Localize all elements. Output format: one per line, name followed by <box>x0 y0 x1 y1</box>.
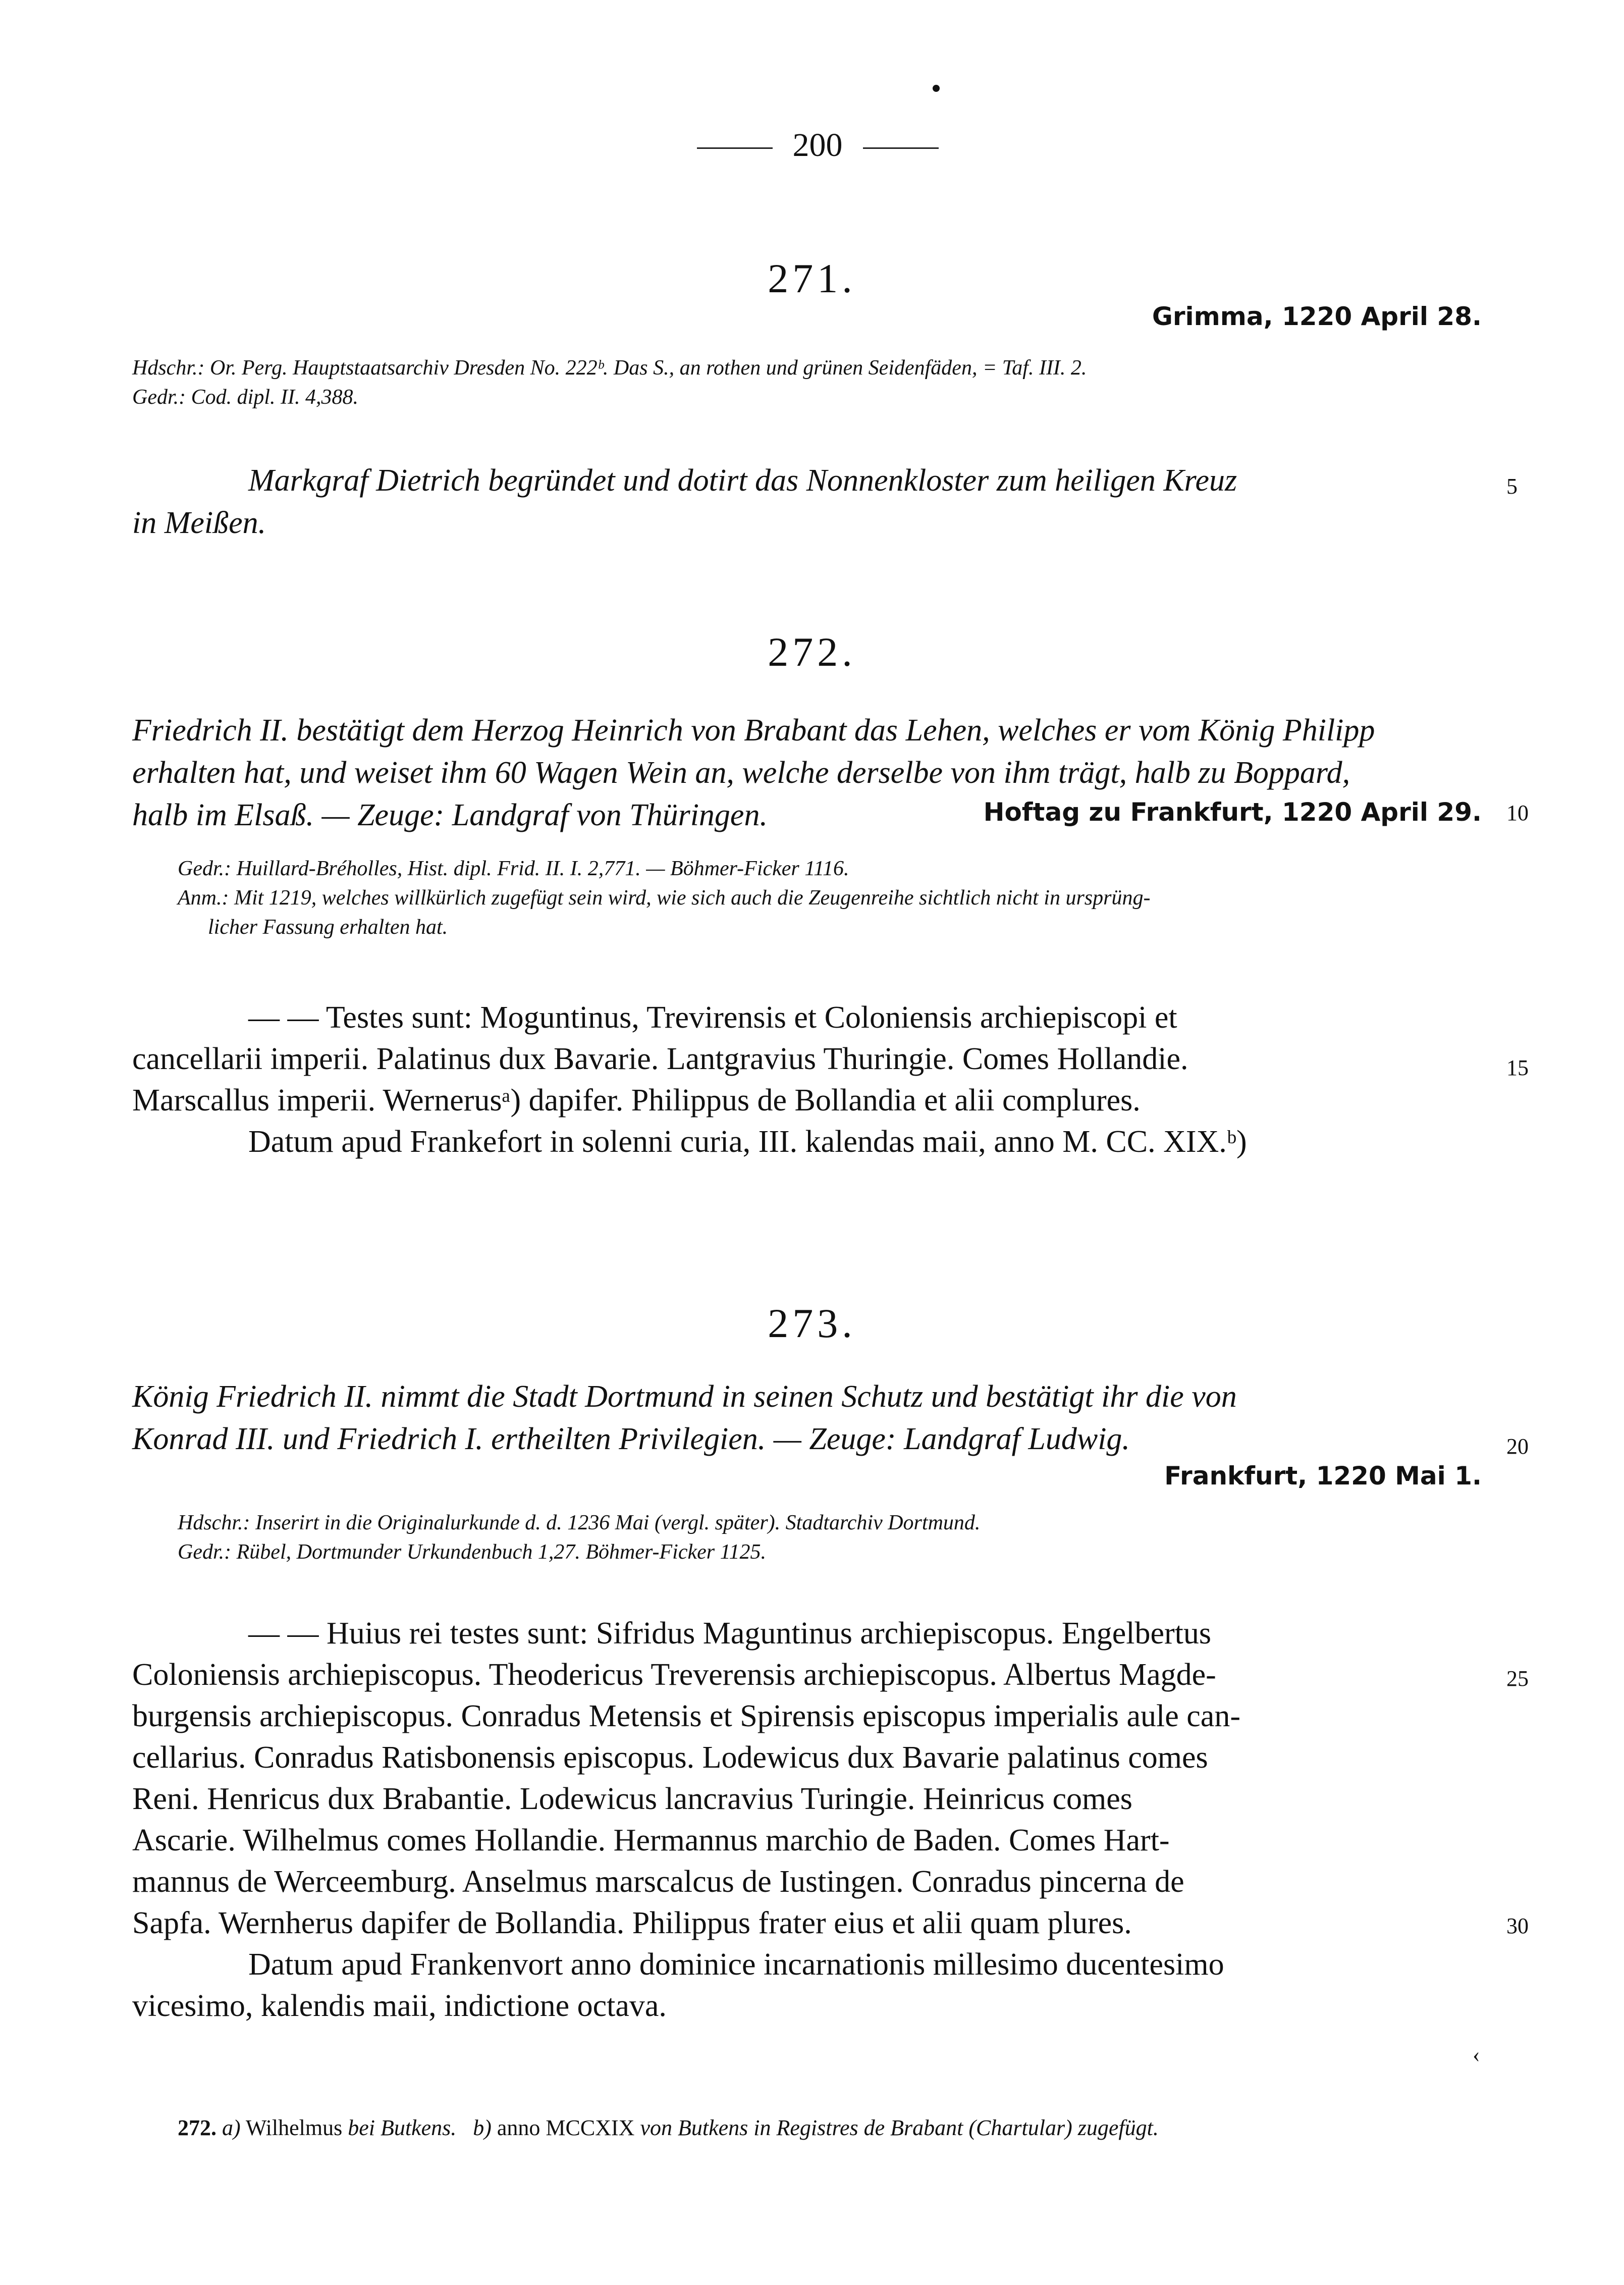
footnote-b-mark: b) <box>473 2115 492 2140</box>
doc-273-text <box>132 1613 1495 2027</box>
text-line: Reni. Henricus dux Brabantie. Lodewicus lancravius Turingie. Heinricus comes <box>132 1782 1132 1816</box>
regest-line: Konrad III. und Friedrich I. ertheilten Privilegien. — Zeuge: Landgraf Ludwig. <box>132 1422 1130 1456</box>
text-line: Ascarie. Wilhelmus comes Hollandie. Hermannus marchio de Baden. Comes Hart- <box>132 1823 1170 1857</box>
regest-line: erhalten hat, und weiset ihm 60 Wagen Wein an, welche derselbe von ihm trägt, halb zu Boppard, <box>132 756 1350 790</box>
regest-line: in Meißen. <box>132 506 266 540</box>
doc-272-sources <box>178 854 1490 942</box>
doc-271-number: 271. <box>768 255 856 301</box>
doc-271-dateline: Grimma, 1220 April 28. <box>1152 302 1482 331</box>
source-line: Gedr.: Rübel, Dortmunder Urkundenbuch 1,27. Böhmer-Ficker 1125. <box>178 1540 766 1564</box>
text-line: mannus de Werceemburg. Anselmus marscalcus de Iustingen. Conradus pincerna de <box>132 1865 1184 1899</box>
stray-mark: ‹ <box>1473 2042 1480 2067</box>
text-line: — — Testes sunt: Moguntinus, Trevirensis et Coloniensis archiepiscopi et <box>248 1000 1177 1035</box>
footnote-b-word: anno MCCXIX <box>497 2115 635 2140</box>
line-number-5: 5 <box>1506 474 1518 499</box>
line-number-10: 10 <box>1506 801 1529 825</box>
footnote-a-word: Wilhelmus <box>245 2115 343 2140</box>
source-line: licher Fassung erhalten hat. <box>208 916 448 939</box>
source-line: Gedr.: Huillard-Bréholles, Hist. dipl. Frid. II. I. 2,771. — Böhmer-Ficker 1116. <box>178 857 849 880</box>
text-line: burgensis archiepiscopus. Conradus Metensis et Spirensis episcopus imperialis aule can- <box>132 1699 1240 1733</box>
text-line: — — Huius rei testes sunt: Sifridus Maguntinus archiepiscopus. Engelbertus <box>248 1616 1211 1651</box>
doc-272-dateline: Hoftag zu Frankfurt, 1220 April 29. <box>983 798 1482 827</box>
source-line: Gedr.: Cod. dipl. II. 4,388. <box>132 386 358 409</box>
line-number-25: 25 <box>1506 1666 1529 1691</box>
source-line: Hdschr.: Or. Perg. Hauptstaatsarchiv Dresden No. 222ᵇ. Das S., an rothen und grünen Seidenfäden, = Taf. III. 2. <box>132 356 1087 380</box>
text-line: Marscallus imperii. Wernerusᵃ) dapifer. Philippus de Bollandia et alii complures. <box>132 1083 1141 1118</box>
line-number-30: 30 <box>1506 1914 1529 1938</box>
text-line: vicesimo, kalendis maii, indictione octava. <box>132 1989 667 2023</box>
line-number-20: 20 <box>1506 1434 1529 1459</box>
text-line: Datum apud Frankefort in solenni curia, III. kalendas maii, anno M. CC. XIX.ᵇ) <box>248 1125 1247 1159</box>
text-line: Datum apud Frankenvort anno dominice incarnationis millesimo ducentesimo <box>248 1947 1224 1982</box>
header-rule-right <box>863 147 939 149</box>
text-line: cancellarii imperii. Palatinus dux Bavarie. Lantgravius Thuringie. Comes Hollandie. <box>132 1042 1188 1076</box>
text-line: cellarius. Conradus Ratisbonensis episcopus. Lodewicus dux Bavarie palatinus comes <box>132 1740 1208 1775</box>
source-line: Hdschr.: Inserirt in die Originalurkunde d. d. 1236 Mai (vergl. später). Stadtarchiv Dortmund. <box>178 1511 981 1534</box>
regest-line: Friedrich II. bestätigt dem Herzog Heinrich von Brabant das Lehen, welches er vom König Philipp <box>132 713 1375 748</box>
doc-273-regest <box>132 1375 1495 1460</box>
footnote-b-text: von Butkens in Registres de Brabant (Chartular) zugefügt. <box>640 2115 1159 2140</box>
doc-273-dateline: Frankfurt, 1220 Mai 1. <box>1164 1461 1482 1491</box>
doc-272-number: 272. <box>768 629 856 675</box>
regest-line: halb im Elsaß. — Zeuge: Landgraf von Thüringen. <box>132 798 768 832</box>
doc-272-text <box>132 997 1495 1162</box>
doc-273-sources <box>178 1508 1490 1567</box>
footnote-a-mark: a) <box>222 2115 241 2140</box>
footnote <box>178 2115 1490 2141</box>
ink-dot <box>933 85 940 92</box>
footnote-ref: 272. <box>178 2115 216 2140</box>
text-line: Coloniensis archiepiscopus. Theodericus Treverensis archiepiscopus. Albertus Magde- <box>132 1658 1216 1692</box>
regest-line: Markgraf Dietrich begründet und dotirt das Nonnenkloster zum heiligen Kreuz <box>248 463 1237 498</box>
doc-273-number: 273. <box>768 1300 856 1346</box>
doc-271-regest <box>132 459 1495 544</box>
line-number-15: 15 <box>1506 1055 1529 1080</box>
page-number: 200 <box>792 127 843 164</box>
doc-271-sources <box>132 353 1495 412</box>
regest-line: König Friedrich II. nimmt die Stadt Dortmund in seinen Schutz und bestätigt ihr die von <box>132 1379 1237 1414</box>
page-header <box>656 126 979 165</box>
source-line: Anm.: Mit 1219, welches willkürlich zugefügt sein wird, wie sich auch die Zeugenreihe sichtlich nicht in ursprüng- <box>178 886 1151 910</box>
header-rule-left <box>697 147 773 149</box>
text-line: Sapfa. Wernherus dapifer de Bollandia. Philippus frater eius et alii quam plures. <box>132 1906 1132 1940</box>
footnote-a-text: bei Butkens. <box>348 2115 457 2140</box>
